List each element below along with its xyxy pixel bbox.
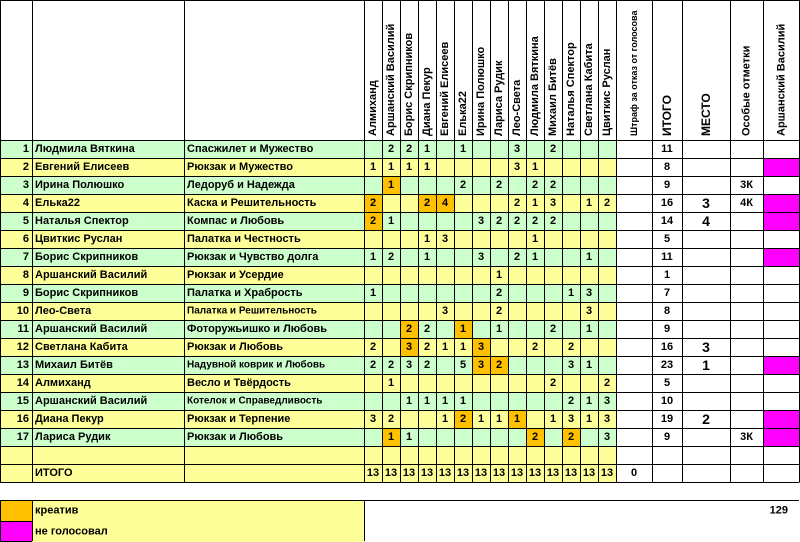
participant-name: Диана Пекур — [35, 413, 104, 425]
score-cell: 1 — [549, 413, 557, 425]
legend-background — [184, 500, 364, 542]
no-vote-cell — [763, 410, 800, 428]
participant-name: Лео-Света — [35, 305, 92, 317]
row-total: 14 — [660, 215, 674, 227]
entry-title: Каска и Решительность — [187, 197, 317, 209]
score-cell: 3 — [513, 143, 521, 155]
entry-title: Ледоруб и Надежда — [187, 179, 295, 191]
row-total: 10 — [660, 395, 674, 407]
score-cell: 1 — [585, 323, 593, 335]
score-cell: 3 — [441, 305, 449, 317]
score-cell: 2 — [387, 413, 395, 425]
column-header: Людмила Вяткина — [529, 36, 541, 136]
score-cell: 1 — [423, 395, 431, 407]
column-header: Аршанский Василий — [775, 23, 788, 136]
column-header: Диана Пекур — [421, 67, 433, 136]
special-note: 3К — [740, 179, 753, 191]
entry-title: Рюкзак и Любовь — [187, 341, 284, 353]
score-cell: 1 — [585, 395, 593, 407]
row-total: 8 — [663, 305, 671, 317]
score-cell: 2 — [495, 179, 503, 191]
score-cell: 2 — [531, 215, 539, 227]
score-cell: 1 — [387, 161, 395, 173]
column-header: ИТОГО — [660, 95, 674, 136]
column-total: 13 — [510, 467, 524, 479]
row-total: 9 — [663, 431, 671, 443]
totals-row-background — [0, 464, 616, 482]
legend-swatch-no-vote — [0, 521, 32, 542]
score-cell: 2 — [549, 179, 557, 191]
entry-title: Спасжилет и Мужество — [187, 143, 314, 155]
score-cell: 2 — [387, 251, 395, 263]
entry-title: Компас и Любовь — [187, 215, 285, 227]
row-total: 9 — [663, 323, 671, 335]
score-cell: 3 — [603, 395, 611, 407]
participant-name: Цвиткис Руслан — [35, 233, 123, 245]
score-cell: 3 — [369, 413, 377, 425]
no-vote-cell — [763, 356, 800, 374]
column-total: 13 — [582, 467, 596, 479]
row-number: 14 — [16, 377, 29, 389]
score-cell: 2 — [423, 197, 431, 209]
score-cell: 3 — [585, 305, 593, 317]
participant-name: Борис Скрипников — [35, 251, 139, 263]
score-cell: 1 — [423, 233, 431, 245]
column-total: 13 — [456, 467, 470, 479]
column-total: 0 — [630, 467, 638, 479]
entry-title: Котелок и Справедливость — [187, 395, 323, 407]
score-cell: 1 — [513, 413, 521, 425]
no-vote-cell — [763, 212, 800, 230]
score-cell: 1 — [423, 161, 431, 173]
score-cell: 2 — [549, 215, 557, 227]
score-cell: 3 — [477, 215, 485, 227]
score-cell: 1 — [369, 161, 377, 173]
row-number: 10 — [16, 305, 29, 317]
row-total: 5 — [663, 233, 671, 245]
column-header: Светлана Кабита — [583, 43, 595, 136]
column-total: 13 — [420, 467, 434, 479]
participant-name: Борис Скрипников — [35, 287, 139, 299]
score-cell: 2 — [531, 431, 539, 443]
score-cell: 2 — [459, 413, 467, 425]
score-cell: 1 — [567, 287, 575, 299]
column-total: 13 — [492, 467, 506, 479]
score-cell: 1 — [441, 341, 449, 353]
row-total: 11 — [661, 143, 673, 155]
score-cell: 2 — [495, 305, 503, 317]
score-cell: 2 — [369, 341, 377, 353]
score-cell: 1 — [387, 179, 395, 191]
score-cell: 1 — [459, 143, 467, 155]
column-total: 13 — [600, 467, 614, 479]
score-cell: 3 — [603, 413, 611, 425]
row-total: 8 — [663, 161, 671, 173]
column-header: Аршанский Василий — [385, 23, 397, 136]
score-cell: 2 — [513, 215, 521, 227]
column-total: 13 — [546, 467, 560, 479]
score-cell: 3 — [477, 359, 485, 371]
row-place: 1 — [702, 357, 710, 373]
participant-name: Людмила Вяткина — [35, 143, 135, 155]
column-total: 13 — [366, 467, 380, 479]
row-number: 15 — [16, 395, 29, 407]
row-number: 7 — [22, 251, 29, 263]
score-cell: 1 — [387, 431, 395, 443]
score-cell: 3 — [603, 431, 611, 443]
column-header: Елька22 — [457, 91, 469, 136]
participant-name: Светлана Кабита — [35, 341, 128, 353]
score-cell: 1 — [459, 323, 467, 335]
participant-name: Наталья Спектор — [35, 215, 129, 227]
row-number: 8 — [22, 269, 29, 281]
no-vote-cell — [763, 428, 800, 446]
column-header: Особые отметки — [740, 45, 753, 136]
entry-title: Палатка и Решительность — [187, 305, 317, 317]
row-total: 9 — [663, 179, 671, 191]
score-cell: 2 — [369, 359, 377, 371]
score-cell: 3 — [477, 341, 485, 353]
score-cell: 2 — [549, 323, 557, 335]
legend-label-no-vote: не голосовал — [35, 525, 108, 538]
participant-name: Михаил Битёв — [35, 359, 113, 371]
score-cell: 3 — [567, 413, 575, 425]
score-cell: 2 — [495, 359, 503, 371]
score-cell: 1 — [495, 269, 503, 281]
entry-title: Палатка и Честность — [187, 233, 301, 245]
row-number: 3 — [22, 179, 29, 191]
score-cell: 2 — [459, 179, 467, 191]
score-cell: 2 — [495, 287, 503, 299]
participant-name: Аршанский Василий — [35, 395, 148, 407]
score-cell: 2 — [531, 341, 539, 353]
entry-title: Рюкзак и Любовь — [187, 431, 284, 443]
entry-title: Весло и Твёрдость — [187, 377, 291, 389]
row-total: 23 — [660, 359, 674, 371]
score-cell: 3 — [585, 287, 593, 299]
score-cell: 1 — [441, 413, 449, 425]
row-number: 13 — [16, 359, 29, 371]
score-cell: 1 — [459, 341, 467, 353]
column-header: Ирина Полюшко — [475, 46, 487, 136]
special-note: 3К — [740, 431, 753, 443]
score-cell: 2 — [603, 197, 611, 209]
score-cell: 4 — [441, 197, 449, 209]
score-cell: 2 — [405, 323, 413, 335]
row-number: 2 — [22, 161, 29, 173]
score-cell: 2 — [549, 143, 557, 155]
score-cell: 1 — [531, 233, 539, 245]
score-cell: 3 — [405, 359, 413, 371]
score-cell: 2 — [567, 341, 575, 353]
column-total: 13 — [438, 467, 452, 479]
score-cell: 2 — [369, 197, 377, 209]
column-total: 13 — [528, 467, 542, 479]
score-cell: 3 — [405, 341, 413, 353]
score-cell: 1 — [423, 143, 431, 155]
row-number: 6 — [22, 233, 29, 245]
row-number: 5 — [22, 215, 29, 227]
no-vote-cell — [763, 248, 800, 266]
column-header: Наталья Спектор — [565, 42, 577, 136]
score-cell: 1 — [405, 395, 413, 407]
score-cell: 2 — [513, 197, 521, 209]
score-cell: 1 — [585, 359, 593, 371]
row-place: 4 — [702, 213, 710, 229]
score-cell: 1 — [369, 251, 377, 263]
score-cell: 3 — [441, 233, 449, 245]
score-cell: 1 — [585, 413, 593, 425]
score-cell: 5 — [459, 359, 467, 371]
score-cell: 3 — [567, 359, 575, 371]
score-cell: 2 — [495, 215, 503, 227]
totals-label: ИТОГО — [35, 467, 73, 479]
entry-title: Палатка и Храбрость — [187, 287, 303, 299]
row-place: 2 — [702, 411, 710, 427]
row-background — [0, 374, 616, 392]
column-header: Лариса Рудик — [493, 60, 505, 136]
column-total: 13 — [564, 467, 578, 479]
score-cell: 1 — [531, 161, 539, 173]
entry-title: Надувной коврик и Любовь — [187, 359, 326, 371]
entry-title: Фоторужьишко и Любовь — [187, 323, 328, 335]
legend-label-creative: креатив — [35, 504, 79, 517]
row-number: 11 — [17, 323, 29, 335]
legend-swatch-creative — [0, 500, 32, 521]
column-header: Штраф за отказ от голосова — [629, 10, 639, 136]
score-cell: 2 — [423, 323, 431, 335]
participant-name: Аршанский Василий — [35, 269, 148, 281]
score-cell: 1 — [495, 323, 503, 335]
entry-title: Рюкзак и Чувство долга — [187, 251, 319, 263]
entry-title: Рюкзак и Мужество — [187, 161, 293, 173]
column-total: 13 — [402, 467, 416, 479]
score-cell: 1 — [477, 413, 485, 425]
score-cell: 1 — [459, 395, 467, 407]
row-number: 4 — [22, 197, 29, 209]
score-cell: 2 — [387, 359, 395, 371]
score-cell: 3 — [477, 251, 485, 263]
score-cell: 1 — [585, 197, 593, 209]
score-cell: 2 — [423, 359, 431, 371]
column-header: Цвиткис Руслан — [601, 48, 613, 136]
score-cell: 1 — [531, 197, 539, 209]
score-cell: 1 — [531, 251, 539, 263]
column-header: МЕСТО — [699, 93, 713, 136]
score-cell: 2 — [603, 377, 611, 389]
score-cell: 1 — [405, 161, 413, 173]
row-total: 16 — [660, 197, 674, 209]
score-cell: 2 — [513, 251, 521, 263]
no-vote-cell — [763, 194, 800, 212]
grand-total: 129 — [769, 504, 788, 517]
row-total: 16 — [660, 341, 674, 353]
entry-title: Рюкзак и Терпение — [187, 413, 291, 425]
column-header: Евгений Елисеев — [439, 41, 451, 136]
participant-name: Ирина Полюшко — [35, 179, 125, 191]
row-place: 3 — [702, 339, 710, 355]
score-cell: 1 — [495, 413, 503, 425]
score-cell: 2 — [567, 431, 575, 443]
column-header: Борис Скрипников — [403, 32, 415, 136]
score-cell: 1 — [441, 395, 449, 407]
score-cell: 1 — [585, 251, 593, 263]
column-total: 13 — [474, 467, 488, 479]
score-cell: 2 — [405, 143, 413, 155]
blank-row-background — [0, 446, 616, 464]
score-cell: 3 — [513, 161, 521, 173]
row-total: 5 — [663, 377, 671, 389]
row-total: 7 — [663, 287, 671, 299]
participant-name: Евгений Елисеев — [35, 161, 130, 173]
column-header: Михаил Битёв — [547, 58, 559, 136]
column-header: Алмиханд — [367, 80, 379, 136]
score-cell: 2 — [531, 179, 539, 191]
row-number: 12 — [16, 341, 29, 353]
score-cell: 2 — [567, 395, 575, 407]
no-vote-cell — [763, 158, 800, 176]
row-number: 17 — [16, 431, 29, 443]
row-total: 19 — [660, 413, 674, 425]
score-cell: 3 — [549, 197, 557, 209]
score-cell: 2 — [387, 143, 395, 155]
row-total: 11 — [661, 251, 673, 263]
participant-name: Елька22 — [35, 197, 80, 209]
score-cell: 1 — [369, 287, 377, 299]
entry-title: Рюкзак и Усердие — [187, 269, 284, 281]
column-header: Лео-Света — [511, 79, 523, 136]
participant-name: Алмиханд — [35, 377, 91, 389]
score-cell: 1 — [387, 377, 395, 389]
participant-name: Лариса Рудик — [35, 431, 111, 443]
column-total: 13 — [384, 467, 398, 479]
score-cell: 2 — [423, 341, 431, 353]
special-note: 4К — [740, 197, 753, 209]
participant-name: Аршанский Василий — [35, 323, 148, 335]
row-total: 1 — [663, 269, 671, 281]
row-number: 9 — [22, 287, 29, 299]
row-place: 3 — [702, 195, 710, 211]
score-cell: 2 — [369, 215, 377, 227]
row-number: 16 — [16, 413, 29, 425]
score-cell: 1 — [423, 251, 431, 263]
row-number: 1 — [22, 143, 29, 155]
score-cell: 2 — [549, 377, 557, 389]
score-cell: 1 — [405, 431, 413, 443]
score-cell: 1 — [387, 215, 395, 227]
